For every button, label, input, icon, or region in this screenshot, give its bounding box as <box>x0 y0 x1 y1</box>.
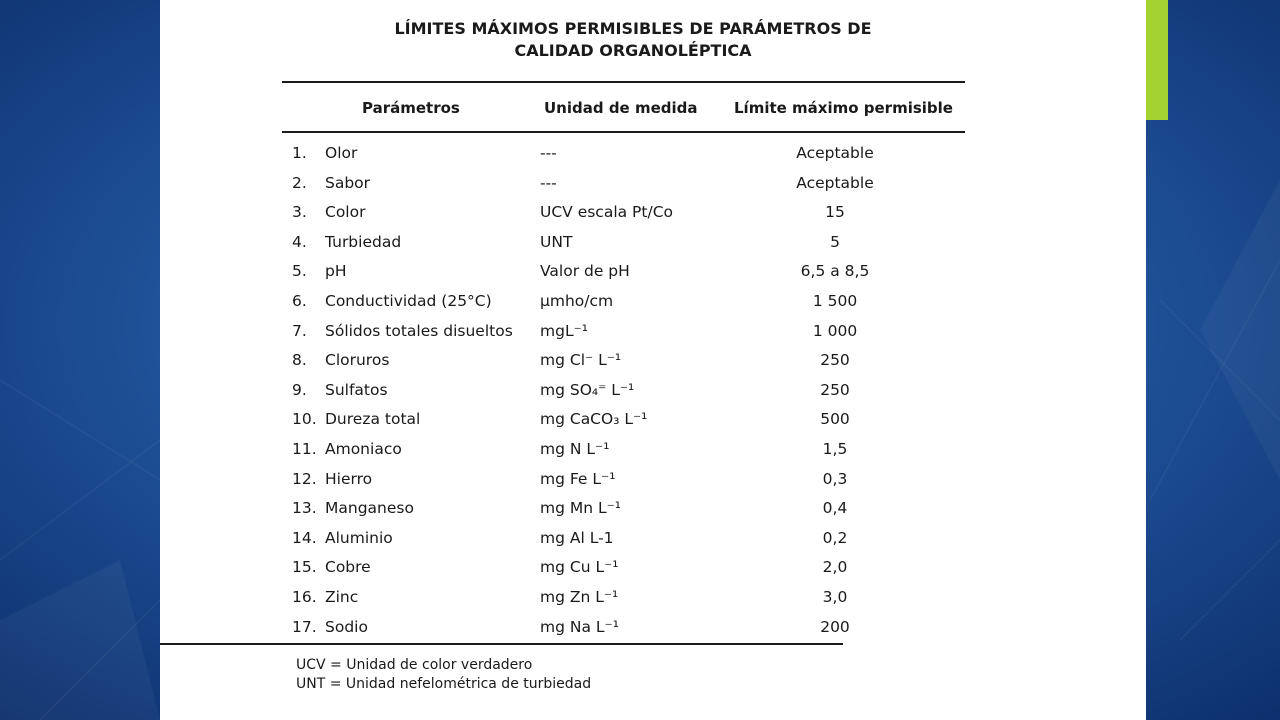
row-parameter: Dureza total <box>325 410 421 429</box>
title-line-1: LÍMITES MÁXIMOS PERMISIBLES DE PARÁMETROS DE <box>394 19 872 38</box>
table-row <box>282 613 965 643</box>
table-row <box>282 139 965 169</box>
row-parameter: Manganeso <box>325 499 414 518</box>
row-unit: --- <box>540 173 557 192</box>
row-number: 10. <box>292 410 317 429</box>
row-limit: 15 <box>825 203 845 222</box>
table-row <box>282 317 965 347</box>
row-number: 3. <box>292 203 307 222</box>
row-number: 9. <box>292 380 307 399</box>
table-row <box>282 376 965 406</box>
row-parameter: Cloruros <box>325 351 390 370</box>
table-row <box>282 494 965 524</box>
title-line-2: CALIDAD ORGANOLÉPTICA <box>514 41 752 60</box>
header-parametros: Parámetros <box>362 99 460 117</box>
row-parameter: Amoniaco <box>325 439 402 458</box>
row-unit: mg Mn L⁻¹ <box>540 499 622 518</box>
row-limit: 1,5 <box>822 439 848 458</box>
row-limit: 1 500 <box>812 291 858 310</box>
row-limit: 2,0 <box>822 558 848 577</box>
row-number: 14. <box>292 528 317 547</box>
row-parameter: Sulfatos <box>325 380 388 399</box>
row-unit: mg SO₄⁼ L⁻¹ <box>540 380 635 399</box>
row-limit: 0,3 <box>822 469 848 488</box>
row-number: 13. <box>292 499 317 518</box>
row-number: 15. <box>292 558 317 577</box>
row-number: 7. <box>292 321 307 340</box>
row-limit: 500 <box>820 410 850 429</box>
row-unit: UNT <box>540 232 573 251</box>
row-limit: 3,0 <box>822 587 848 606</box>
table-row <box>282 435 965 465</box>
table-row <box>282 169 965 199</box>
row-unit: mg CaCO₃ L⁻¹ <box>540 410 648 429</box>
row-unit: --- <box>540 144 557 162</box>
row-unit: mg Fe L⁻¹ <box>540 469 616 488</box>
table-row <box>282 257 965 287</box>
row-limit: 0,2 <box>822 528 848 547</box>
table-row <box>282 228 965 258</box>
footnote-ucv: UCV = Unidad de color verdadero <box>296 657 533 673</box>
table-body <box>282 133 965 642</box>
row-limit: Aceptable <box>796 144 874 162</box>
row-limit: 1 000 <box>812 321 858 340</box>
row-limit: 5 <box>830 232 840 251</box>
row-number: 1. <box>292 144 307 162</box>
row-number: 8. <box>292 351 307 370</box>
row-parameter: Cobre <box>325 558 371 577</box>
table-row <box>282 553 965 583</box>
row-limit: 250 <box>820 351 850 370</box>
row-parameter: Aluminio <box>325 528 393 547</box>
row-unit: mg N L⁻¹ <box>540 439 610 458</box>
row-parameter: Olor <box>325 144 358 162</box>
document-page <box>160 0 1146 720</box>
row-unit: mg Na L⁻¹ <box>540 617 619 636</box>
table-row <box>282 465 965 495</box>
row-number: 12. <box>292 469 317 488</box>
row-unit: mg Zn L⁻¹ <box>540 587 619 606</box>
footnotes <box>296 656 591 694</box>
header-limite: Límite máximo permisible <box>734 99 953 117</box>
parameters-table <box>282 81 965 642</box>
table-row <box>282 583 965 613</box>
table-row <box>282 198 965 228</box>
row-limit: 6,5 a 8,5 <box>800 262 870 281</box>
row-unit: UCV escala Pt/Co <box>540 203 674 222</box>
row-parameter: pH <box>325 262 347 281</box>
row-limit: 200 <box>820 617 850 636</box>
table-row <box>282 405 965 435</box>
row-number: 17. <box>292 617 317 636</box>
table-header <box>282 83 965 131</box>
row-limit: 0,4 <box>822 499 848 518</box>
table-bottom-rule <box>160 643 843 645</box>
row-unit: mg Cu L⁻¹ <box>540 558 619 577</box>
row-parameter: Color <box>325 203 366 222</box>
row-parameter: Sabor <box>325 173 371 192</box>
row-number: 16. <box>292 587 317 606</box>
row-number: 11. <box>292 439 317 458</box>
table-row <box>282 287 965 317</box>
row-number: 5. <box>292 262 307 281</box>
table-row <box>282 346 965 376</box>
footnote-unt: UNT = Unidad nefelométrica de turbiedad <box>296 676 592 692</box>
row-parameter: Sodio <box>325 617 368 636</box>
row-parameter: Zinc <box>325 587 359 606</box>
row-parameter: Sólidos totales disueltos <box>325 321 513 340</box>
row-number: 2. <box>292 173 307 192</box>
row-unit: mgL⁻¹ <box>540 321 588 340</box>
row-limit: Aceptable <box>796 173 874 192</box>
table-row <box>282 524 965 554</box>
row-limit: 250 <box>820 380 850 399</box>
header-unidad: Unidad de medida <box>544 99 698 117</box>
accent-bar <box>1146 0 1168 120</box>
row-number: 4. <box>292 232 307 251</box>
row-parameter: Turbiedad <box>325 232 402 251</box>
document-title <box>160 18 1106 62</box>
row-unit: mg Cl⁻ L⁻¹ <box>540 351 622 370</box>
row-number: 6. <box>292 291 307 310</box>
row-parameter: Hierro <box>325 469 373 488</box>
row-unit: mg Al L-1 <box>540 528 614 547</box>
row-unit: Valor de pH <box>540 262 630 281</box>
row-parameter: Conductividad (25°C) <box>325 291 492 310</box>
row-unit: µmho/cm <box>540 291 614 310</box>
